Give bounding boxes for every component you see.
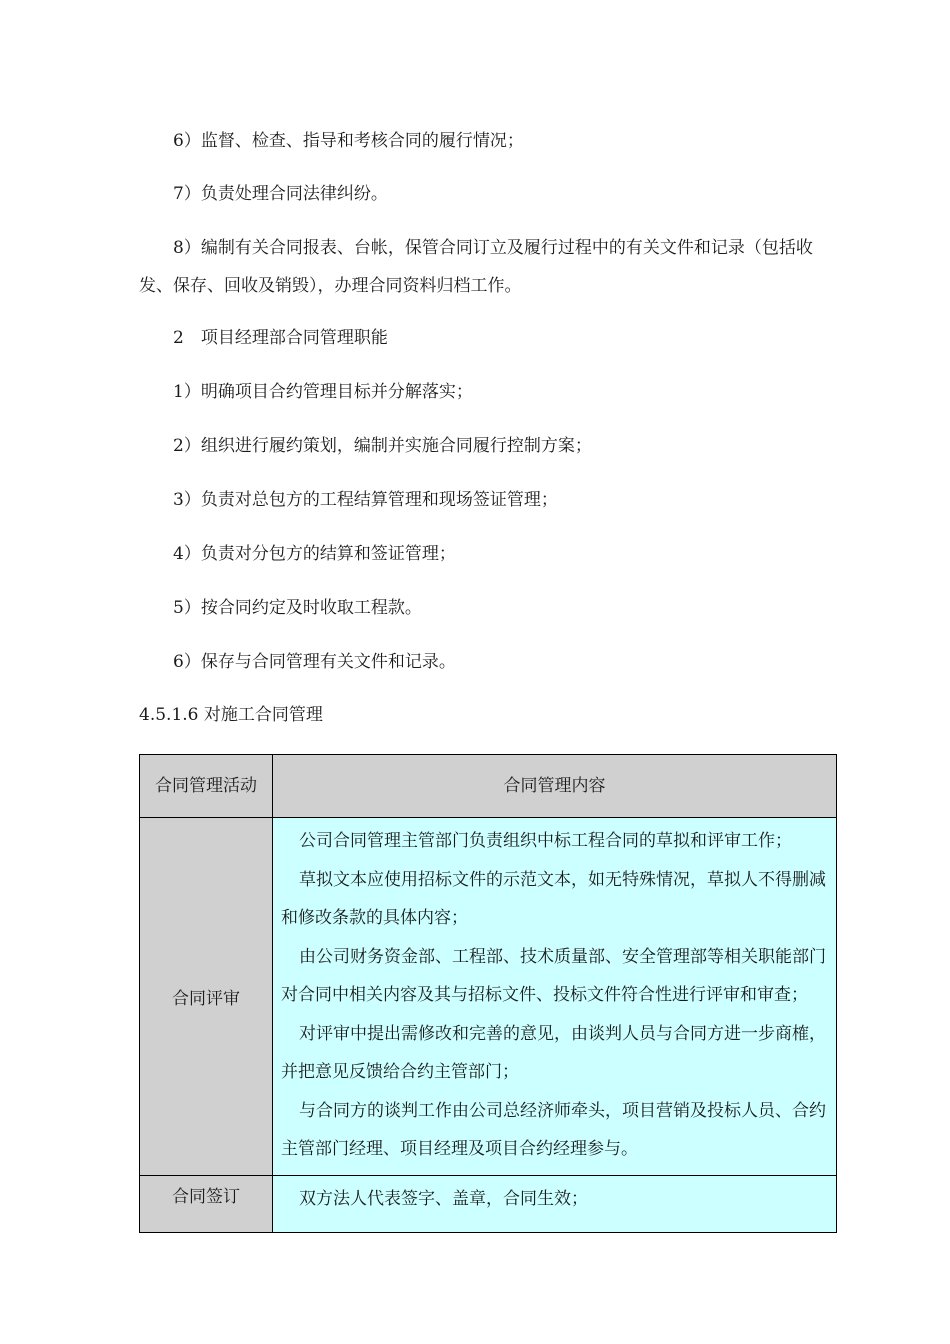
paragraph-duty-6: 6）监督、检查、指导和考核合同的履行情况； xyxy=(173,131,524,151)
paragraph-pm-duty-5: 5）按合同约定及时收取工程款。 xyxy=(173,598,422,618)
table-row xyxy=(140,1175,837,1232)
content-item: 双方法人代表签字、盖章，合同生效； xyxy=(299,1188,588,1209)
subsection-title: 2 项目经理部合同管理职能 xyxy=(173,328,388,348)
paragraph-pm-duty-6: 6）保存与合同管理有关文件和记录。 xyxy=(173,652,456,672)
table-header-row xyxy=(140,755,837,818)
header-content: 合同管理内容 xyxy=(273,755,837,818)
content-item: 草拟文本应使用招标文件的示范文本，如无特殊情况，草拟人不得删减和修改条款的具体内容； xyxy=(281,869,826,928)
paragraph-duty-7: 7）负责处理合同法律纠纷。 xyxy=(173,184,388,204)
paragraph-pm-duty-1: 1）明确项目合约管理目标并分解落实； xyxy=(173,382,473,402)
header-activity: 合同管理活动 xyxy=(140,755,273,818)
content-item: 对评审中提出需修改和完善的意见，由谈判人员与合同方进一步商榷，并把意见反馈给合约主管部门； xyxy=(281,1023,826,1082)
paragraph-duty-8: 8）编制有关合同报表、台帐，保管合同订立及履行过程中的有关文件和记录（包括收发、保存、回收及销毁），办理合同资料归档工作。 xyxy=(139,238,813,296)
section-heading: 4.5.1.6 对施工合同管理 xyxy=(139,705,323,725)
contract-management-table xyxy=(139,754,837,1233)
content-cell xyxy=(273,1175,837,1232)
content-item: 公司合同管理主管部门负责组织中标工程合同的草拟和评审工作； xyxy=(299,831,792,851)
activity-cell: 合同评审 xyxy=(140,818,273,1176)
activity-cell: 合同签订 xyxy=(140,1175,273,1232)
paragraph-pm-duty-3: 3）负责对总包方的工程结算管理和现场签证管理； xyxy=(173,490,558,510)
table-row xyxy=(140,818,837,1176)
content-item: 与合同方的谈判工作由公司总经济师牵头，项目营销及投标人员、合约主管部门经理、项目经理及项目合约经理参与。 xyxy=(281,1100,826,1159)
content-item: 由公司财务资金部、工程部、技术质量部、安全管理部等相关职能部门对合同中相关内容及其与招标文件、投标文件符合性进行评审和审查； xyxy=(281,946,826,1005)
paragraph-pm-duty-4: 4）负责对分包方的结算和签证管理； xyxy=(173,544,456,564)
paragraph-pm-duty-2: 2）组织进行履约策划，编制并实施合同履行控制方案； xyxy=(173,436,592,456)
content-cell xyxy=(273,818,837,1176)
